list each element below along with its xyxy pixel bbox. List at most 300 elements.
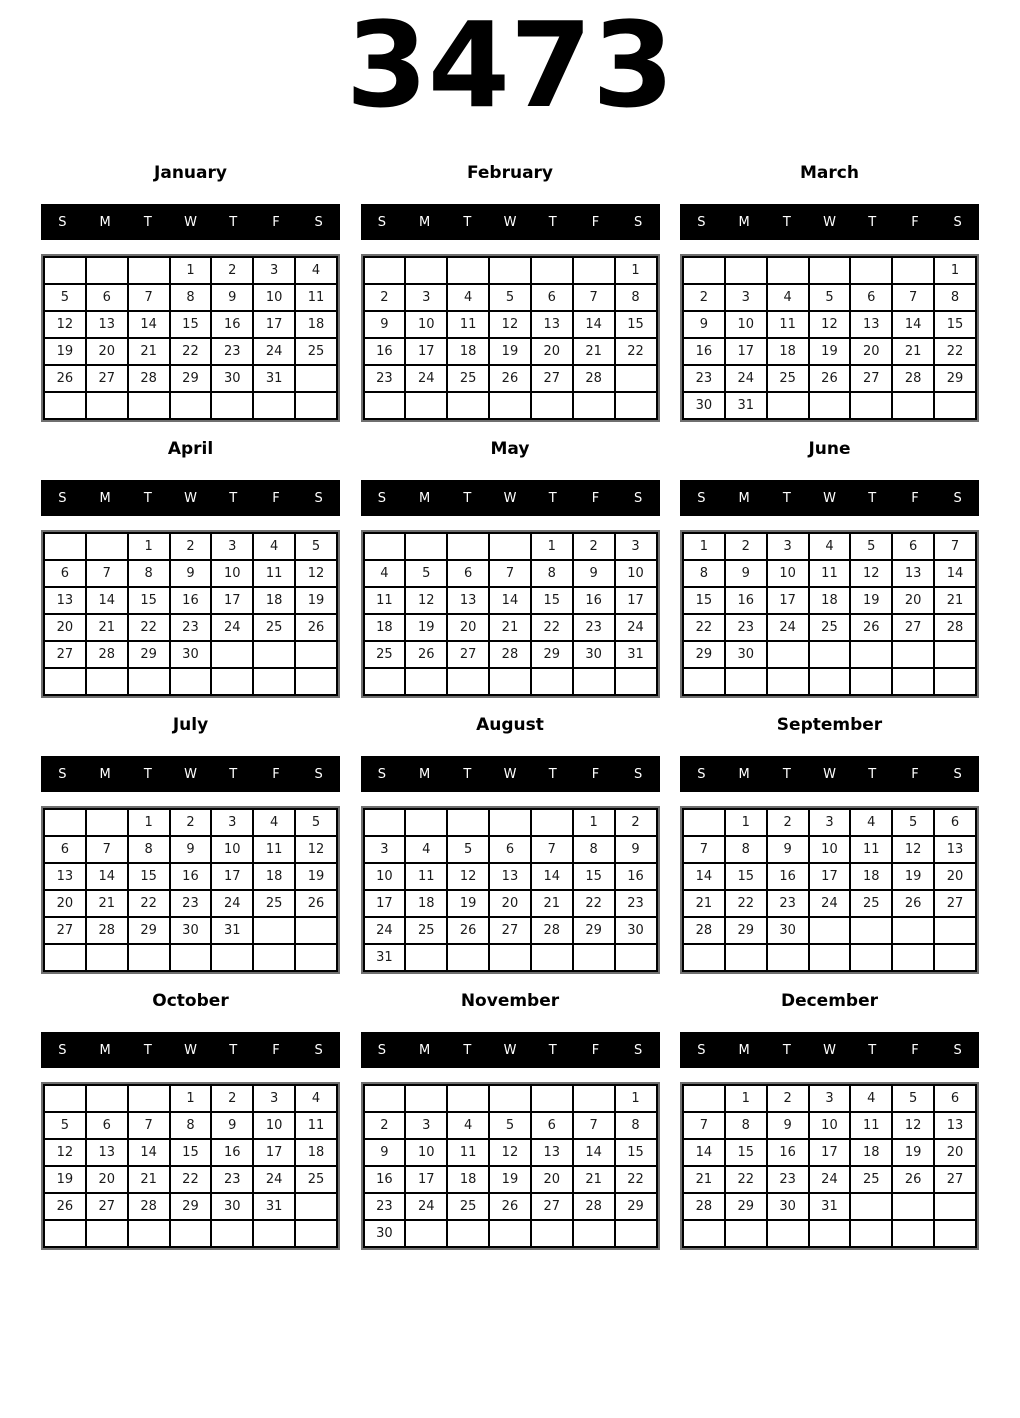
day-cell: 23 xyxy=(170,890,212,917)
day-of-week-label: F xyxy=(272,1042,280,1058)
day-cell: 13 xyxy=(489,863,531,890)
day-cell: 22 xyxy=(573,890,615,917)
day-of-week-label: M xyxy=(418,766,431,782)
day-cell: 25 xyxy=(405,917,447,944)
day-cell: 27 xyxy=(934,1166,976,1193)
day-of-week-label: S xyxy=(314,766,323,782)
day-cell: 21 xyxy=(531,890,573,917)
day-of-week-label: T xyxy=(782,490,791,506)
month-block xyxy=(680,712,979,974)
day-of-week-label: W xyxy=(503,766,517,782)
calendar-grid xyxy=(43,1084,338,1248)
day-cell: 26 xyxy=(44,1193,86,1220)
day-cell: 20 xyxy=(850,338,892,365)
empty-day-cell xyxy=(364,533,406,560)
empty-day-cell xyxy=(892,257,934,284)
empty-day-cell xyxy=(850,1220,892,1247)
week-row xyxy=(364,392,657,419)
day-cell: 11 xyxy=(767,311,809,338)
day-cell: 23 xyxy=(364,1193,406,1220)
day-cell: 20 xyxy=(934,1139,976,1166)
empty-day-cell xyxy=(892,1193,934,1220)
day-of-week-label: S xyxy=(634,490,643,506)
day-of-week-label: T xyxy=(548,1042,557,1058)
day-of-week-label: T xyxy=(868,490,877,506)
week-row xyxy=(44,863,337,890)
empty-day-cell xyxy=(295,392,337,419)
day-of-week-label: M xyxy=(738,766,750,782)
week-row xyxy=(44,944,337,971)
month-title: April xyxy=(167,439,214,459)
day-cell: 8 xyxy=(725,836,767,863)
empty-day-cell xyxy=(892,668,934,695)
day-cell: 20 xyxy=(44,614,86,641)
day-cell: 24 xyxy=(253,1166,295,1193)
empty-day-cell xyxy=(934,1220,976,1247)
day-cell: 15 xyxy=(170,311,212,338)
day-cell: 10 xyxy=(809,1112,851,1139)
day-of-week-label: F xyxy=(272,766,280,782)
day-cell: 11 xyxy=(405,863,447,890)
day-of-week-label: W xyxy=(503,1042,517,1058)
empty-day-cell xyxy=(128,1085,170,1112)
day-cell: 4 xyxy=(295,1085,337,1112)
day-cell: 17 xyxy=(211,587,253,614)
day-cell: 25 xyxy=(447,365,489,392)
day-cell: 12 xyxy=(892,1112,934,1139)
week-row xyxy=(683,890,976,917)
day-cell: 4 xyxy=(809,533,851,560)
day-cell: 2 xyxy=(211,1085,253,1112)
week-row xyxy=(683,668,976,695)
empty-day-cell xyxy=(170,1220,212,1247)
day-cell: 1 xyxy=(725,809,767,836)
day-cell: 11 xyxy=(295,1112,337,1139)
day-cell: 2 xyxy=(364,1112,406,1139)
day-cell: 20 xyxy=(531,338,573,365)
empty-day-cell xyxy=(683,944,725,971)
day-cell: 21 xyxy=(128,338,170,365)
calendar-grid-frame xyxy=(41,530,340,698)
day-cell: 6 xyxy=(892,533,934,560)
empty-day-cell xyxy=(489,809,531,836)
day-of-week-label: S xyxy=(58,1042,67,1058)
day-cell: 15 xyxy=(128,587,170,614)
day-cell: 16 xyxy=(683,338,725,365)
empty-day-cell xyxy=(295,641,337,668)
day-cell: 25 xyxy=(295,338,337,365)
day-of-week-label: W xyxy=(184,766,197,782)
day-cell: 15 xyxy=(573,863,615,890)
empty-day-cell xyxy=(615,944,657,971)
day-cell: 9 xyxy=(364,311,406,338)
day-cell: 28 xyxy=(128,1193,170,1220)
day-cell: 14 xyxy=(86,863,128,890)
week-row xyxy=(44,809,337,836)
day-cell: 5 xyxy=(295,533,337,560)
week-row xyxy=(683,587,976,614)
empty-day-cell xyxy=(253,944,295,971)
week-row xyxy=(44,560,337,587)
day-of-week-label: T xyxy=(868,766,877,782)
day-cell: 14 xyxy=(683,863,725,890)
day-cell: 14 xyxy=(128,1139,170,1166)
week-row xyxy=(364,338,657,365)
day-cell: 27 xyxy=(447,641,489,668)
calendar-grid xyxy=(43,256,338,420)
month-title: June xyxy=(808,439,851,459)
day-cell: 18 xyxy=(447,1166,489,1193)
months-grid xyxy=(0,160,1020,1250)
empty-day-cell xyxy=(531,809,573,836)
day-cell: 9 xyxy=(615,836,657,863)
day-cell: 27 xyxy=(934,890,976,917)
month-block xyxy=(680,436,979,698)
day-cell: 7 xyxy=(683,836,725,863)
day-cell: 3 xyxy=(615,533,657,560)
month-block xyxy=(361,160,660,422)
day-cell: 3 xyxy=(809,1085,851,1112)
empty-day-cell xyxy=(809,668,851,695)
calendar-grid-frame xyxy=(680,806,979,974)
empty-day-cell xyxy=(573,392,615,419)
empty-day-cell xyxy=(683,1085,725,1112)
day-cell: 29 xyxy=(128,917,170,944)
week-row xyxy=(683,614,976,641)
day-cell: 27 xyxy=(531,365,573,392)
day-cell: 7 xyxy=(128,284,170,311)
day-cell: 29 xyxy=(170,1193,212,1220)
day-cell: 31 xyxy=(725,392,767,419)
month-block xyxy=(361,712,660,974)
day-cell: 6 xyxy=(531,1112,573,1139)
week-row xyxy=(44,668,337,695)
day-cell: 12 xyxy=(44,311,86,338)
day-cell: 5 xyxy=(447,836,489,863)
week-row xyxy=(683,1193,976,1220)
day-cell: 25 xyxy=(850,1166,892,1193)
day-cell: 29 xyxy=(531,641,573,668)
day-cell: 23 xyxy=(573,614,615,641)
day-cell: 10 xyxy=(364,863,406,890)
day-cell: 17 xyxy=(211,863,253,890)
week-row xyxy=(44,587,337,614)
day-cell: 14 xyxy=(531,863,573,890)
day-cell: 23 xyxy=(683,365,725,392)
day-cell: 12 xyxy=(447,863,489,890)
empty-day-cell xyxy=(128,392,170,419)
day-cell: 6 xyxy=(850,284,892,311)
day-cell: 31 xyxy=(253,1193,295,1220)
calendar-grid-frame xyxy=(41,806,340,974)
day-of-week-label: M xyxy=(99,490,111,506)
empty-day-cell xyxy=(767,1220,809,1247)
day-cell: 30 xyxy=(211,1193,253,1220)
day-of-week-label: F xyxy=(272,214,280,230)
day-cell: 12 xyxy=(809,311,851,338)
empty-day-cell xyxy=(489,944,531,971)
empty-day-cell xyxy=(295,944,337,971)
week-row xyxy=(364,284,657,311)
empty-day-cell xyxy=(211,392,253,419)
day-cell: 5 xyxy=(489,1112,531,1139)
day-cell: 13 xyxy=(447,587,489,614)
week-row xyxy=(364,863,657,890)
day-cell: 22 xyxy=(170,338,212,365)
day-of-week-bar xyxy=(41,480,340,516)
week-row xyxy=(364,836,657,863)
calendar-grid-frame xyxy=(361,1082,660,1250)
empty-day-cell xyxy=(850,668,892,695)
day-cell: 4 xyxy=(447,284,489,311)
calendar-grid xyxy=(363,1084,658,1248)
day-cell: 21 xyxy=(892,338,934,365)
day-cell: 2 xyxy=(170,533,212,560)
empty-day-cell xyxy=(934,392,976,419)
day-cell: 11 xyxy=(809,560,851,587)
day-of-week-label: W xyxy=(184,1042,197,1058)
empty-day-cell xyxy=(211,1220,253,1247)
day-cell: 9 xyxy=(211,1112,253,1139)
day-cell: 4 xyxy=(253,809,295,836)
empty-day-cell xyxy=(850,1193,892,1220)
month-title: August xyxy=(476,715,544,735)
day-cell: 27 xyxy=(531,1193,573,1220)
day-cell: 13 xyxy=(531,1139,573,1166)
day-cell: 6 xyxy=(489,836,531,863)
day-cell: 9 xyxy=(170,560,212,587)
month-title: January xyxy=(154,163,227,183)
day-cell: 22 xyxy=(170,1166,212,1193)
day-of-week-label: W xyxy=(823,490,836,506)
calendar-grid-frame xyxy=(680,1082,979,1250)
calendar-grid xyxy=(363,532,658,696)
day-of-week-bar xyxy=(680,204,979,240)
day-of-week-label: S xyxy=(697,766,706,782)
day-cell: 11 xyxy=(447,311,489,338)
day-cell: 3 xyxy=(211,809,253,836)
day-cell: 29 xyxy=(683,641,725,668)
day-cell: 23 xyxy=(364,365,406,392)
day-cell: 16 xyxy=(211,1139,253,1166)
empty-day-cell xyxy=(253,917,295,944)
day-cell: 7 xyxy=(86,560,128,587)
empty-day-cell xyxy=(211,641,253,668)
day-cell: 4 xyxy=(767,284,809,311)
day-cell: 1 xyxy=(170,257,212,284)
day-of-week-label: S xyxy=(697,490,706,506)
day-cell: 11 xyxy=(295,284,337,311)
day-cell: 18 xyxy=(295,1139,337,1166)
day-cell: 3 xyxy=(364,836,406,863)
day-of-week-label: T xyxy=(229,766,238,782)
week-row xyxy=(44,890,337,917)
empty-day-cell xyxy=(364,392,406,419)
day-cell: 20 xyxy=(44,890,86,917)
day-cell: 1 xyxy=(683,533,725,560)
day-cell: 15 xyxy=(725,863,767,890)
day-cell: 24 xyxy=(405,1193,447,1220)
day-cell: 6 xyxy=(44,560,86,587)
empty-day-cell xyxy=(809,1220,851,1247)
week-row xyxy=(364,1139,657,1166)
week-row xyxy=(364,890,657,917)
day-cell: 18 xyxy=(850,1139,892,1166)
day-cell: 19 xyxy=(295,863,337,890)
empty-day-cell xyxy=(295,1220,337,1247)
empty-day-cell xyxy=(573,257,615,284)
day-cell: 9 xyxy=(767,1112,809,1139)
day-cell: 13 xyxy=(934,836,976,863)
day-cell: 5 xyxy=(44,284,86,311)
day-cell: 31 xyxy=(615,641,657,668)
day-of-week-bar xyxy=(41,756,340,792)
day-cell: 3 xyxy=(253,1085,295,1112)
week-row xyxy=(683,560,976,587)
empty-day-cell xyxy=(809,257,851,284)
day-cell: 1 xyxy=(615,257,657,284)
day-cell: 4 xyxy=(253,533,295,560)
day-of-week-label: M xyxy=(99,1042,111,1058)
day-cell: 13 xyxy=(44,863,86,890)
day-cell: 23 xyxy=(767,1166,809,1193)
empty-day-cell xyxy=(892,944,934,971)
day-cell: 29 xyxy=(725,917,767,944)
day-cell: 30 xyxy=(683,392,725,419)
empty-day-cell xyxy=(253,641,295,668)
day-cell: 24 xyxy=(253,338,295,365)
empty-day-cell xyxy=(86,1220,128,1247)
day-of-week-label: T xyxy=(229,1042,238,1058)
day-cell: 7 xyxy=(573,1112,615,1139)
day-cell: 17 xyxy=(405,1166,447,1193)
day-cell: 17 xyxy=(253,311,295,338)
day-cell: 30 xyxy=(725,641,767,668)
week-row xyxy=(683,1085,976,1112)
week-row xyxy=(683,1166,976,1193)
day-cell: 23 xyxy=(211,338,253,365)
week-row xyxy=(683,809,976,836)
calendar-grid-frame xyxy=(41,1082,340,1250)
day-cell: 19 xyxy=(489,338,531,365)
day-cell: 30 xyxy=(767,917,809,944)
empty-day-cell xyxy=(683,257,725,284)
empty-day-cell xyxy=(489,1220,531,1247)
week-row xyxy=(364,668,657,695)
day-cell: 25 xyxy=(447,1193,489,1220)
day-cell: 30 xyxy=(615,917,657,944)
day-of-week-label: S xyxy=(314,214,323,230)
empty-day-cell xyxy=(850,944,892,971)
week-row xyxy=(44,392,337,419)
empty-day-cell xyxy=(615,1220,657,1247)
day-of-week-label: W xyxy=(184,490,197,506)
day-cell: 22 xyxy=(128,890,170,917)
day-of-week-label: S xyxy=(377,766,386,782)
day-cell: 10 xyxy=(615,560,657,587)
week-row xyxy=(44,311,337,338)
day-cell: 23 xyxy=(170,614,212,641)
day-cell: 14 xyxy=(489,587,531,614)
day-cell: 10 xyxy=(809,836,851,863)
week-row xyxy=(364,560,657,587)
day-cell: 7 xyxy=(934,533,976,560)
day-cell: 24 xyxy=(211,890,253,917)
week-row xyxy=(683,338,976,365)
day-cell: 28 xyxy=(86,641,128,668)
week-row xyxy=(364,1112,657,1139)
empty-day-cell xyxy=(128,1220,170,1247)
day-cell: 26 xyxy=(295,614,337,641)
week-row xyxy=(683,257,976,284)
empty-day-cell xyxy=(364,809,406,836)
empty-day-cell xyxy=(531,1220,573,1247)
day-cell: 18 xyxy=(253,587,295,614)
day-cell: 17 xyxy=(809,1139,851,1166)
day-cell: 12 xyxy=(489,311,531,338)
day-cell: 28 xyxy=(489,641,531,668)
day-cell: 13 xyxy=(892,560,934,587)
day-cell: 22 xyxy=(615,338,657,365)
week-row xyxy=(44,257,337,284)
day-of-week-label: W xyxy=(823,214,836,230)
day-of-week-label: S xyxy=(634,1042,643,1058)
empty-day-cell xyxy=(892,641,934,668)
month-block xyxy=(41,988,340,1250)
empty-day-cell xyxy=(850,257,892,284)
week-row xyxy=(44,1220,337,1247)
day-of-week-label: T xyxy=(782,1042,791,1058)
empty-day-cell xyxy=(489,257,531,284)
day-cell: 2 xyxy=(573,533,615,560)
day-cell: 8 xyxy=(170,284,212,311)
day-of-week-label: M xyxy=(738,214,750,230)
day-cell: 22 xyxy=(725,1166,767,1193)
month-title: May xyxy=(490,439,530,459)
empty-day-cell xyxy=(683,809,725,836)
day-cell: 1 xyxy=(128,533,170,560)
day-cell: 11 xyxy=(850,1112,892,1139)
month-block xyxy=(41,712,340,974)
empty-day-cell xyxy=(892,917,934,944)
week-row xyxy=(364,587,657,614)
empty-day-cell xyxy=(44,809,86,836)
day-cell: 29 xyxy=(128,641,170,668)
empty-day-cell xyxy=(615,668,657,695)
day-cell: 20 xyxy=(447,614,489,641)
day-cell: 3 xyxy=(211,533,253,560)
week-row xyxy=(683,1112,976,1139)
day-cell: 22 xyxy=(128,614,170,641)
month-title: March xyxy=(800,163,859,183)
day-of-week-label: S xyxy=(58,214,67,230)
week-row xyxy=(683,1139,976,1166)
day-cell: 1 xyxy=(128,809,170,836)
day-cell: 25 xyxy=(767,365,809,392)
day-of-week-bar xyxy=(361,204,660,240)
day-cell: 13 xyxy=(86,1139,128,1166)
day-of-week-bar xyxy=(41,204,340,240)
day-of-week-label: F xyxy=(911,766,919,782)
day-of-week-label: T xyxy=(229,490,238,506)
day-cell: 19 xyxy=(295,587,337,614)
day-of-week-label: F xyxy=(591,1042,600,1058)
empty-day-cell xyxy=(211,668,253,695)
empty-day-cell xyxy=(725,257,767,284)
day-cell: 10 xyxy=(211,560,253,587)
day-cell: 8 xyxy=(170,1112,212,1139)
empty-day-cell xyxy=(767,944,809,971)
